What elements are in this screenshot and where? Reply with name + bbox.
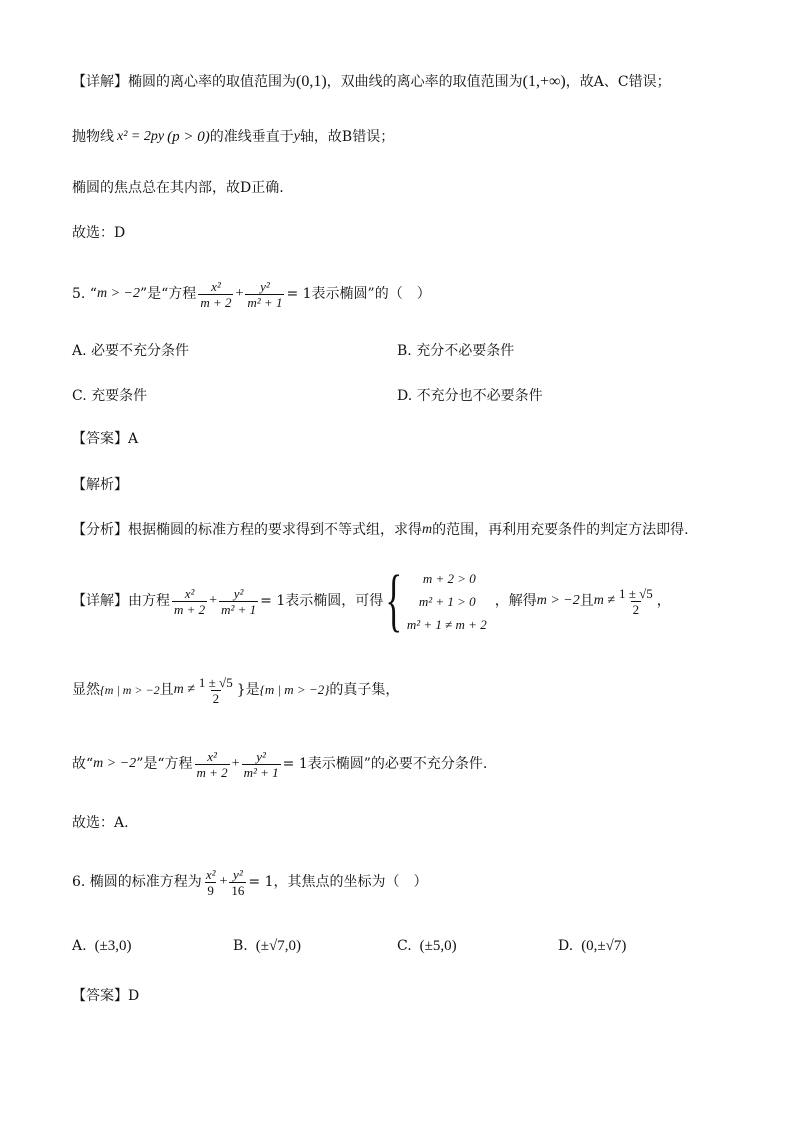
detail-line-2 xyxy=(72,127,394,147)
m-symbol: m xyxy=(422,522,433,537)
result: m > −2 xyxy=(536,593,580,608)
detail-line-1 xyxy=(72,72,671,92)
option-6D[interactable]: D. (0,±√7) xyxy=(558,938,627,954)
result: m ≠ xyxy=(593,593,616,608)
answer-6: 【答案】D xyxy=(72,988,140,1004)
answer-choice-4: 故选：D xyxy=(72,225,126,241)
ellipse-range: (0,1) xyxy=(296,73,327,90)
y-axis-symbol: y xyxy=(293,129,300,144)
fraction-y: $\frac{\text{y²}}{\text{m² + 1}}$ xyxy=(243,748,279,780)
text: 且 xyxy=(579,593,594,609)
text: ，解得 xyxy=(494,593,537,609)
detail-tag: 【详解】 xyxy=(72,74,128,90)
answer-choice-5: 故选：A. xyxy=(72,815,129,831)
text: 显然 xyxy=(72,682,100,698)
condition: m > −2 xyxy=(93,756,137,771)
fraction-x: $\frac{\text{x²}}{m + 2}$ xyxy=(196,748,228,780)
parabola-condition: (p > 0) xyxy=(167,129,210,145)
option-6B[interactable]: B. (±√7,0) xyxy=(233,938,301,954)
text: ，双曲线的离心率的取值范围为 xyxy=(326,74,523,90)
fraction-y: $\frac{\text{y²}}{\text{m² + 1}}$ xyxy=(247,278,283,310)
text: ”是“方程 xyxy=(139,286,197,302)
text: 故“ xyxy=(72,756,94,772)
question-6 xyxy=(72,862,427,902)
text: 的真子集， xyxy=(329,682,400,698)
therefore-line xyxy=(72,744,487,784)
option-5B[interactable]: B. 充分不必要条件 xyxy=(397,343,515,359)
text: 6. 椭圆的标准方程为 xyxy=(72,874,202,890)
fraction-y: $\frac{\text{y²}}{\text{m² + 1}}$ xyxy=(221,585,257,617)
fraction-y: $\frac{\text{y²}}{16}$ xyxy=(231,866,245,898)
plus: + xyxy=(231,756,240,771)
text: ，故A、C错误； xyxy=(565,74,671,90)
plus: + xyxy=(219,874,228,889)
analysis-5 xyxy=(72,520,689,540)
neq: m ≠ xyxy=(173,682,195,697)
detail-line-3: 椭圆的焦点总在其内部，故D正确. xyxy=(72,180,284,196)
option-5A[interactable]: A. 必要不充分条件 xyxy=(72,343,190,359)
fraction-x: $\frac{\text{x²}}{9}$ xyxy=(205,866,216,898)
analysis-5-heading: 【解析】 xyxy=(72,477,128,493)
fraction-x: $\frac{\text{x²}}{m + 2}$ xyxy=(174,585,206,617)
text: 且 xyxy=(159,682,174,698)
text: 根据椭圆的标准方程的要求得到不等式组，求得 xyxy=(128,522,422,538)
text: 的范围，再利用充要条件的判定方法即得. xyxy=(432,522,689,538)
question-5 xyxy=(72,274,431,314)
parabola-equation: x² = 2py xyxy=(117,129,165,144)
text: 抛物线 xyxy=(72,129,114,145)
text: = 1表示椭圆”的必要不充分条件. xyxy=(282,756,488,772)
text: ”是“方程 xyxy=(136,756,193,772)
text: = 1表示椭圆”的（ ） xyxy=(286,286,431,302)
obviously-line xyxy=(72,670,399,710)
option-5C[interactable]: C. 充要条件 xyxy=(72,388,148,404)
text: = 1表示椭圆，可得 xyxy=(260,593,384,609)
text: 由方程 xyxy=(128,593,170,609)
hyperbola-range: (1,+∞) xyxy=(522,73,566,90)
text: 的准线垂直于 xyxy=(209,129,294,145)
text: ， xyxy=(656,593,671,609)
detail-tag: 【详解】 xyxy=(72,593,128,609)
option-6A[interactable]: A. (±3,0) xyxy=(72,938,132,954)
option-5D[interactable]: D. 不充分也不必要条件 xyxy=(397,388,543,404)
plus: + xyxy=(209,593,218,608)
left-brace: { xyxy=(385,562,403,639)
answer-5: 【答案】A xyxy=(72,431,139,447)
plus: + xyxy=(235,286,244,301)
text: 5. “ xyxy=(72,286,97,302)
analysis-tag: 【分析】 xyxy=(72,522,128,538)
set-2: {m | m > −2} xyxy=(259,682,330,697)
set-1: {m | m > −2 xyxy=(100,683,160,697)
text: 轴，故B错误； xyxy=(299,129,395,145)
condition: m > −2 xyxy=(96,286,140,301)
text: 椭圆的离心率的取值范围为 xyxy=(128,74,296,90)
option-6C[interactable]: C. (±5,0) xyxy=(397,938,457,954)
fraction-x: $\frac{\text{x²}}{m + 2}$ xyxy=(200,278,232,310)
fraction-root: $\frac{1 \pm √5}{2}$ xyxy=(619,585,653,617)
text: }是 xyxy=(236,682,260,698)
fraction-root: $\frac{1 \pm √5}{2}$ xyxy=(198,674,233,706)
detail-5 xyxy=(72,562,671,639)
text: = 1，其焦点的坐标为（ ） xyxy=(248,874,428,890)
inequality-system: m + 2 > 0 m² + 1 > 0 m² + 1 ≠ m + 2 xyxy=(406,570,487,632)
